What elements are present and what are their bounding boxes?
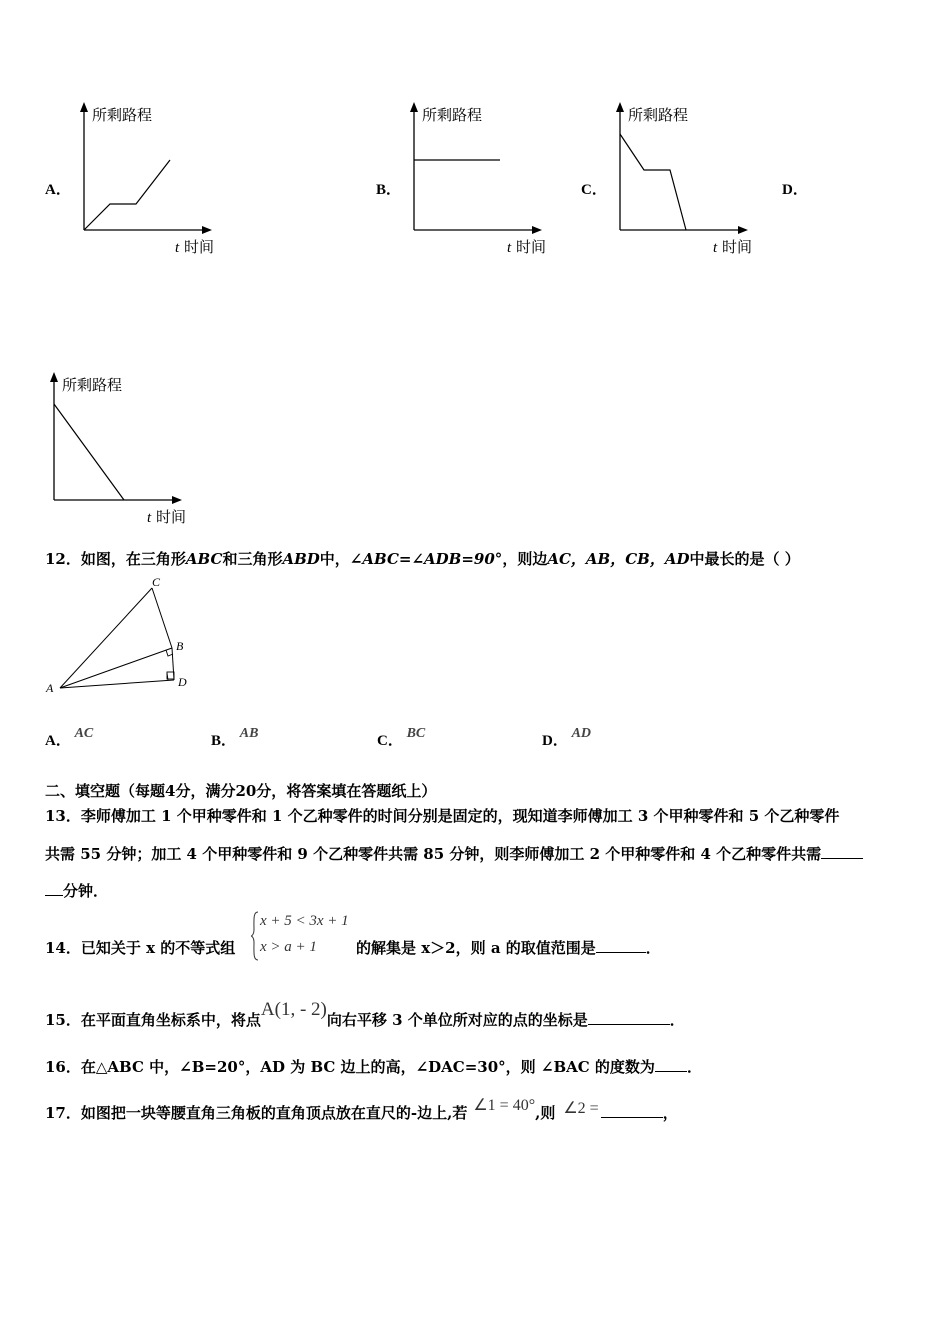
question-12 xyxy=(45,548,800,569)
q15-end: ． xyxy=(669,1011,685,1029)
distance-curve xyxy=(620,134,686,230)
side-ab xyxy=(60,648,172,688)
q14-inequality-system xyxy=(250,910,350,962)
x-arrow-icon xyxy=(172,496,182,504)
q17-prefix: 17．如图把一块等腰直角三角板的直角顶点放在直尺的-边上,若 xyxy=(45,1104,468,1122)
label-b: B xyxy=(176,639,184,653)
q14-suffix xyxy=(356,937,661,958)
option-a-label: A． xyxy=(45,182,71,198)
distance-curve xyxy=(54,404,124,500)
y-axis-label: 所剩路程 xyxy=(422,106,483,124)
q16-text: 16．在△ABC 中，∠B=20°，AD 为 BC 边上的高，∠DAC=30°，则 ∠BAC 的度数为 xyxy=(45,1058,655,1076)
q12-text-a: 如图，在三角形 xyxy=(80,550,186,568)
x-axis-label: 时间 xyxy=(722,238,753,256)
q16-answer-blank[interactable] xyxy=(655,1057,687,1072)
q13-line-3 xyxy=(45,880,108,901)
choice-a-letter: A． xyxy=(45,733,71,749)
choice-a xyxy=(45,726,94,750)
x-axis-label: 时间 xyxy=(184,238,215,256)
q13-line-1: 13．李师傅加工 1 个甲种零件和 1 个乙种零件的时间分别是固定的，现知道李师傅加工 3 个甲种零件和 5 个乙种零件 xyxy=(45,807,840,825)
distance-curve xyxy=(84,160,170,230)
choice-b-letter: B． xyxy=(211,733,237,749)
q12-sides: AC，AB，CB，AD xyxy=(547,550,690,568)
q13-line-2 xyxy=(45,843,863,864)
y-axis-label: 所剩路程 xyxy=(92,106,153,124)
q15-suffix: 向右平移 3 个单位所对应的点的坐标是 xyxy=(326,1011,588,1029)
question-15 xyxy=(45,999,685,1031)
q12-angle: ∠ABC=∠ADB=90° xyxy=(349,550,503,568)
x-axis-t: t xyxy=(507,240,512,256)
q15-point: A(1, - 2) xyxy=(260,999,327,1020)
q12-abd: ABD xyxy=(282,550,320,568)
question-17 xyxy=(45,1097,678,1123)
q16-end: ． xyxy=(686,1058,702,1076)
x-axis-label: 时间 xyxy=(516,238,547,256)
q13-tail: 分钟． xyxy=(63,882,109,900)
q14-end: ． xyxy=(645,939,661,957)
choice-c xyxy=(377,726,426,750)
x-axis-t: t xyxy=(175,240,180,256)
y-arrow-icon xyxy=(616,102,624,112)
q13-line-2-text: 共需 55 分钟；加工 4 个甲种零件和 9 个乙种零件共需 85 分钟，则李师傅加工 2 个甲种零件和 4 个乙种零件共需 xyxy=(45,845,822,863)
q14-suffix-text: 的解集是 x＞2，则 a 的取值范围是 xyxy=(356,939,596,957)
label-a: A xyxy=(46,681,54,695)
q15-answer-blank[interactable] xyxy=(588,1010,670,1025)
q12-number: 12． xyxy=(45,550,81,568)
option-d-graph xyxy=(40,370,200,530)
x-arrow-icon xyxy=(202,226,212,234)
question-16 xyxy=(45,1056,702,1077)
q17-angle-1: ∠1 = 40° xyxy=(473,1097,536,1114)
q17-angle-2: ∠2 = xyxy=(563,1100,599,1117)
q12-text-d: ，则边 xyxy=(502,550,548,568)
choice-d xyxy=(542,726,592,750)
choice-c-letter: C． xyxy=(377,733,403,749)
q17-answer-blank[interactable] xyxy=(601,1103,663,1118)
side-cb xyxy=(152,588,172,648)
triangle-figure xyxy=(40,572,210,702)
x-axis-label: 时间 xyxy=(156,508,187,526)
q14-ineq-2: x > a + 1 xyxy=(260,939,317,955)
choice-c-value: BC xyxy=(406,726,426,741)
choice-a-value: AC xyxy=(74,726,94,741)
option-a-graph xyxy=(70,100,230,260)
y-arrow-icon xyxy=(410,102,418,112)
q17-mid: ,则 xyxy=(535,1104,556,1122)
option-d-label: D． xyxy=(782,182,808,198)
x-axis-t: t xyxy=(713,240,718,256)
side-ac xyxy=(60,588,152,688)
q13-answer-blank-2[interactable] xyxy=(45,881,63,896)
choice-d-letter: D． xyxy=(542,733,568,749)
side-ad xyxy=(60,680,174,688)
y-arrow-icon xyxy=(50,372,58,382)
q14-prefix: 14．已知关于 x 的不等式组 xyxy=(45,939,236,957)
x-axis-t: t xyxy=(147,510,152,526)
q12-text-e: 中最长的是（ ） xyxy=(689,550,800,568)
choice-b-value: AB xyxy=(239,726,259,741)
choice-b xyxy=(211,726,259,750)
option-b-label: B． xyxy=(376,182,402,198)
section-2-title: 二、填空题（每题4分，满分20分，将答案填在答题纸上） xyxy=(45,782,437,800)
q17-end: ， xyxy=(662,1104,678,1122)
y-axis-label: 所剩路程 xyxy=(62,376,123,394)
label-c: C xyxy=(152,575,161,589)
left-brace-icon xyxy=(250,910,260,962)
choice-d-value: AD xyxy=(571,726,592,741)
q13-answer-blank-1[interactable] xyxy=(821,844,863,859)
q12-text-c: 中， xyxy=(319,550,350,568)
q12-text-b: 和三角形 xyxy=(222,550,283,568)
q12-abc: ABC xyxy=(185,550,223,568)
option-b-graph xyxy=(400,100,560,260)
x-arrow-icon xyxy=(532,226,542,234)
label-d: D xyxy=(178,675,187,689)
q15-prefix: 15．在平面直角坐标系中，将点 xyxy=(45,1011,261,1029)
y-axis-label: 所剩路程 xyxy=(628,106,689,124)
y-arrow-icon xyxy=(80,102,88,112)
x-arrow-icon xyxy=(738,226,748,234)
q14-ineq-1: x + 5 < 3x + 1 xyxy=(260,913,349,929)
option-c-label: C． xyxy=(581,182,607,198)
q14-answer-blank[interactable] xyxy=(596,938,646,953)
option-c-graph xyxy=(606,100,766,260)
